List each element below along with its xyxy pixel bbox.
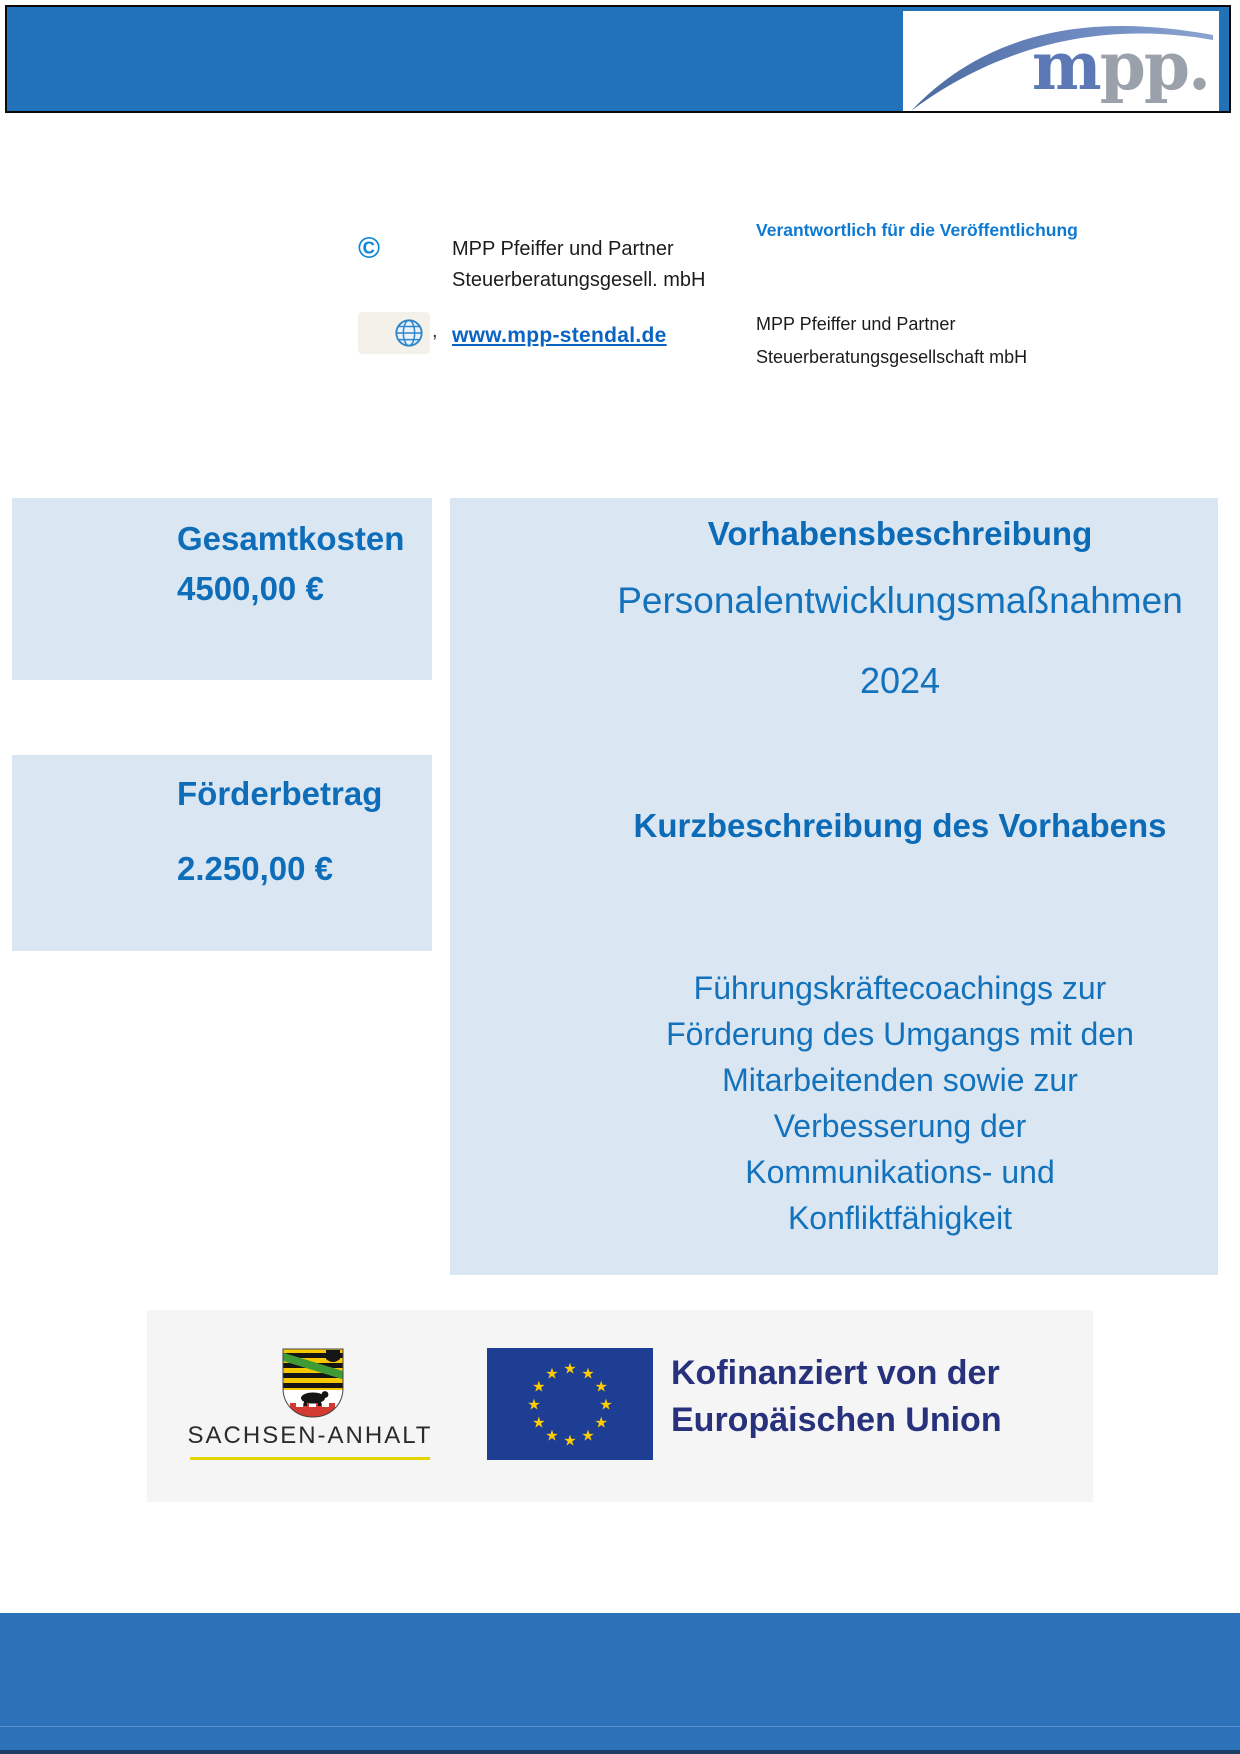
svg-text:★: ★ bbox=[594, 1413, 608, 1432]
funding-amount-value: 2.250,00 € bbox=[177, 850, 333, 887]
globe-separator: , bbox=[432, 320, 438, 342]
description-line: Förderung des Umgangs mit den bbox=[666, 1016, 1134, 1052]
svg-text:★: ★ bbox=[545, 1364, 559, 1383]
logo-m: m bbox=[1031, 27, 1100, 105]
short-description-heading: Kurzbeschreibung des Vorhabens bbox=[633, 807, 1167, 844]
header-bar bbox=[5, 5, 1231, 113]
short-description-text bbox=[582, 965, 1218, 1241]
responsible-line-1: MPP Pfeiffer und Partner bbox=[756, 314, 956, 334]
globe-tile bbox=[358, 312, 430, 354]
footer-bar bbox=[0, 1613, 1240, 1754]
project-subtitle: Personalentwicklungsmaßnahmen bbox=[617, 580, 1183, 621]
responsible-line-2: Steuerberatungsgesellschaft mbH bbox=[756, 347, 1028, 367]
logo-text bbox=[1031, 27, 1209, 105]
svg-text:★: ★ bbox=[594, 1377, 608, 1396]
globe-icon bbox=[394, 318, 424, 348]
state-underline bbox=[190, 1457, 430, 1460]
website-link[interactable]: www.mpp-stendal.de bbox=[452, 324, 667, 347]
eu-flag-icon bbox=[487, 1348, 653, 1460]
total-cost-box bbox=[12, 498, 432, 680]
total-cost-value: 4500,00 € bbox=[177, 570, 324, 607]
svg-text:★: ★ bbox=[563, 1359, 577, 1378]
eu-cofinanced-line-2: Europäischen Union bbox=[671, 1401, 1002, 1439]
svg-text:★: ★ bbox=[563, 1431, 577, 1450]
copyright-icon: © bbox=[358, 232, 381, 265]
svg-text:★: ★ bbox=[599, 1395, 613, 1414]
description-line: Führungskräftecoachings zur bbox=[693, 970, 1107, 1006]
responsible-company-block bbox=[756, 308, 1027, 374]
funding-amount-label: Förderbetrag bbox=[177, 775, 383, 812]
project-year: 2024 bbox=[859, 660, 941, 701]
responsible-heading: Verantwortlich für die Veröffentlichung bbox=[756, 220, 1078, 240]
project-title: Vorhabensbeschreibung bbox=[707, 515, 1093, 552]
svg-text:★: ★ bbox=[545, 1426, 559, 1445]
state-name-label: SACHSEN-ANHALT bbox=[187, 1422, 433, 1449]
company-name-block bbox=[452, 234, 705, 296]
funding-amount-box bbox=[12, 755, 432, 951]
company-line-2: Steuerberatungsgesell. mbH bbox=[452, 269, 706, 291]
eu-cofinanced-label bbox=[671, 1350, 1002, 1444]
footer-divider bbox=[0, 1726, 1240, 1727]
funding-logos-banner bbox=[147, 1310, 1093, 1502]
svg-text:★: ★ bbox=[527, 1395, 541, 1414]
sachsen-anhalt-crest-icon bbox=[282, 1348, 344, 1418]
logo-pp: pp. bbox=[1099, 27, 1209, 105]
total-cost-label: Gesamtkosten bbox=[177, 520, 405, 557]
eu-cofinanced-line-1: Kofinanziert von der bbox=[671, 1354, 1000, 1392]
project-description-box bbox=[450, 498, 1218, 1275]
svg-text:★: ★ bbox=[532, 1413, 546, 1432]
description-line: Mitarbeitenden sowie zur bbox=[722, 1062, 1078, 1098]
description-line: Kommunikations- und bbox=[745, 1154, 1055, 1190]
company-line-1: MPP Pfeiffer und Partner bbox=[452, 238, 674, 260]
svg-text:★: ★ bbox=[532, 1377, 546, 1396]
description-line: Verbesserung der bbox=[773, 1108, 1027, 1144]
description-line: Konfliktfähigkeit bbox=[787, 1200, 1013, 1236]
svg-text:★: ★ bbox=[581, 1364, 595, 1383]
mpp-logo bbox=[903, 11, 1219, 111]
svg-text:★: ★ bbox=[581, 1426, 595, 1445]
